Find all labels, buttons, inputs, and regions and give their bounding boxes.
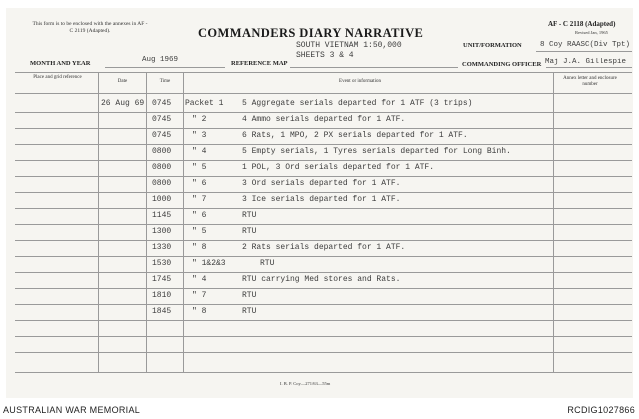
row-event: RTU: [260, 259, 275, 268]
row-packet: " 5: [192, 163, 207, 172]
row-event: RTU: [242, 227, 257, 236]
month-label: MONTH AND YEAR: [30, 60, 91, 67]
row-packet: " 6: [192, 179, 207, 188]
col-head-time: Time: [159, 79, 171, 84]
table-row: [15, 176, 632, 192]
row-time: 0745: [152, 115, 172, 124]
row-time: 1810: [152, 291, 172, 300]
row-packet: " 7: [192, 195, 207, 204]
row-time: 0800: [152, 163, 172, 172]
table-head-rule: [15, 93, 632, 94]
row-packet: " 2: [192, 115, 207, 124]
month-underline: [105, 67, 225, 68]
form-code: AF - C 2118 (Adapted): [548, 20, 616, 28]
row-event: 5 Empty serials, 1 Tyres serials departed for Long Binh.: [242, 147, 511, 156]
row-packet: " 5: [192, 227, 207, 236]
form-title: COMMANDERS DIARY NARRATIVE: [198, 26, 424, 40]
reference-map-label: REFERENCE MAP: [231, 60, 288, 67]
row-event: RTU carrying Med stores and Rats.: [242, 275, 401, 284]
row-time: 0800: [152, 179, 172, 188]
table-row: [15, 224, 632, 240]
row-packet: " 7: [192, 291, 207, 300]
col-head-date: Date: [117, 79, 128, 84]
row-event: 6 Rats, 1 MPO, 2 PX serials departed for 1 ATF.: [242, 131, 468, 140]
commanding-officer-label: COMMANDING OFFICER: [462, 61, 542, 68]
row-packet: " 1&2&3: [192, 259, 226, 268]
table-row: [15, 112, 632, 128]
table-top-rule: [15, 72, 632, 73]
row-packet: " 4: [192, 275, 207, 284]
row-time: 1530: [152, 259, 172, 268]
row-time: 1000: [152, 195, 172, 204]
form-revised: Revised Jan, 1965: [575, 30, 608, 35]
row-packet: " 6: [192, 211, 207, 220]
table-row: [15, 160, 632, 176]
row-time: 0745: [152, 131, 172, 140]
col-head-place: Place and grid reference: [33, 75, 82, 80]
month-value: Aug 1969: [142, 56, 179, 64]
archive-reference: RCDIG1027866: [567, 405, 635, 415]
row-event: 2 Rats serials departed for 1 ATF.: [242, 243, 406, 252]
row-rule: [15, 336, 632, 337]
table-row: [15, 144, 632, 160]
printer-imprint: I. B. P. Coy—271/63—55m: [280, 381, 331, 386]
table-row: [15, 272, 632, 288]
row-event: 3 Ord serials departed for 1 ATF.: [242, 179, 401, 188]
col-head-event: Event or information: [339, 79, 381, 84]
row-time: 1845: [152, 307, 172, 316]
table-row: [15, 96, 632, 112]
row-packet: " 8: [192, 307, 207, 316]
row-event: RTU: [242, 307, 257, 316]
row-packet: " 3: [192, 131, 207, 140]
row-time: 1330: [152, 243, 172, 252]
table-row: [15, 240, 632, 256]
refmap-underline: [290, 67, 458, 68]
row-time: 1145: [152, 211, 172, 220]
unit-label: UNIT/FORMATION: [463, 42, 522, 49]
row-event: 4 Ammo serials departed for 1 ATF.: [242, 115, 406, 124]
row-event: 3 Ice serials departed for 1 ATF.: [242, 195, 401, 204]
cmd-underline: [546, 67, 632, 68]
row-packet: Packet 1: [185, 99, 224, 108]
reference-map-value: [296, 41, 402, 61]
table-row: [15, 304, 632, 320]
table-row: [15, 256, 632, 272]
table-bottom-rule: [15, 372, 632, 373]
row-time: 1745: [152, 275, 172, 284]
table-row: [15, 288, 632, 304]
reference-map-line-2: SHEETS 3 & 4: [296, 51, 354, 60]
row-rule: [15, 352, 632, 353]
commanding-officer-value: Maj J.A. Gillespie: [545, 58, 627, 66]
table-row: [15, 208, 632, 224]
row-event: RTU: [242, 211, 257, 220]
row-packet: " 4: [192, 147, 207, 156]
reference-map-line-1: SOUTH VIETNAM 1:50,000: [296, 41, 402, 50]
col-head-annex: Annex letter and enclosure number: [563, 76, 617, 87]
archive-credit: AUSTRALIAN WAR MEMORIAL: [3, 405, 141, 415]
row-time: 0800: [152, 147, 172, 156]
row-date: 26 Aug 69: [101, 99, 145, 108]
row-event: 5 Aggregate serials departed for 1 ATF (3 trips): [242, 99, 473, 108]
form-note: This form is to be enclosed with the annexes in AF - C 2119 (Adapted).: [32, 21, 148, 34]
unit-underline: [536, 51, 632, 52]
row-rule: [15, 320, 632, 321]
row-event: RTU: [242, 291, 257, 300]
row-event: 1 POL, 3 Ord serials departed for 1 ATF.: [242, 163, 435, 172]
table-row: [15, 128, 632, 144]
row-packet: " 8: [192, 243, 207, 252]
unit-value: 8 Coy RAASC(Div Tpt): [540, 41, 631, 49]
row-time: 1300: [152, 227, 172, 236]
row-time: 0745: [152, 99, 172, 108]
table-row: [15, 192, 632, 208]
